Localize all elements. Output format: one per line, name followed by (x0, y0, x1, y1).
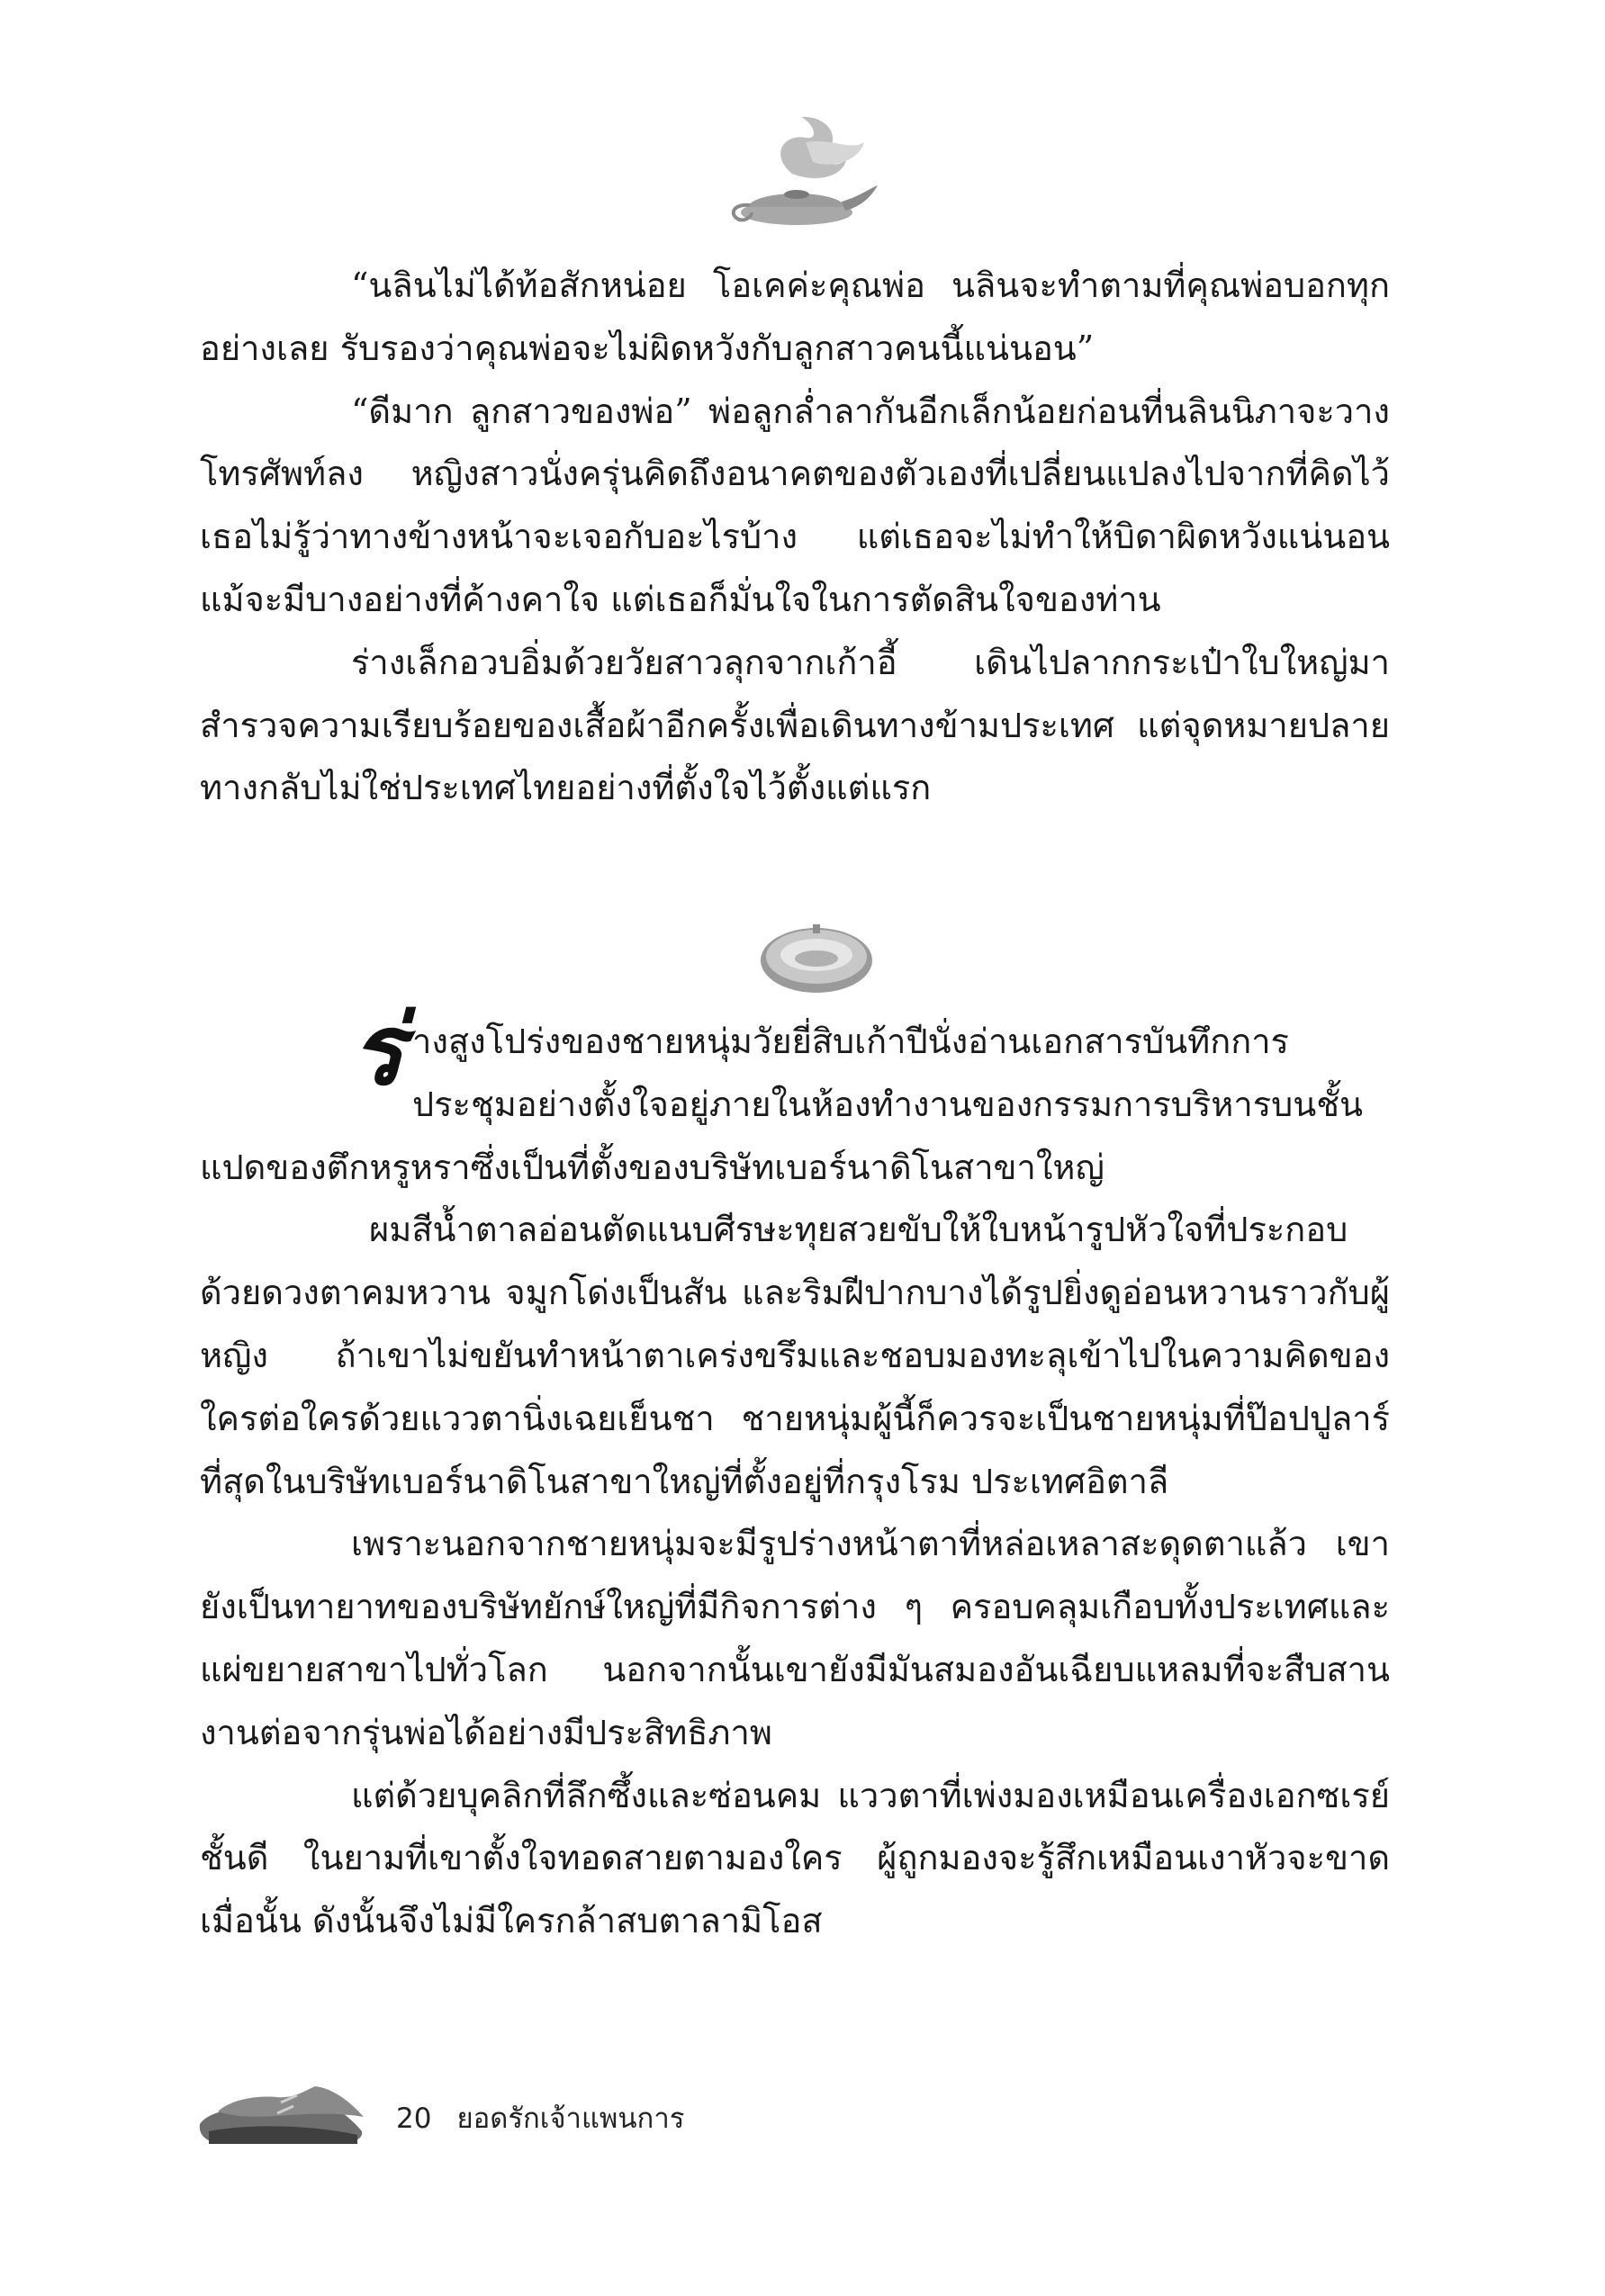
text-block-top (200, 255, 1390, 820)
paragraph: แต่ด้วยบุคลิกที่ลึกซึ้งและซ่อนคม แววตาที่เพ่งมองเหมือนเครื่องเอกซเรย์ชั้นดี ในยามที่เขาตั้งใจทอดสายตามองใคร ผู้ถูกมองจะรู้สึกเหมือนเงาหัวจะขาดเมื่อนั้น ดังนั้นจึงไม่มีใครกล้าสบตาลามิโอส (200, 1775, 1390, 1941)
book-title: ยอดรักเจ้าแพนการ (456, 2102, 685, 2135)
paragraph: “นลินไม่ได้ท้อสักหน่อย โอเคค่ะคุณพ่อ นลินจะทำตามที่คุณพ่อบอกทุกอย่างเลย รับรองว่าคุณพ่อจะไม่ผิดหวังกับลูกสาวคนนี้แน่นอน” (200, 266, 1390, 368)
text-block-bottom (200, 994, 1390, 1953)
paragraph: เพราะนอกจากชายหนุ่มจะมีรูปร่างหน้าตาที่หล่อเหลาสะดุดตาแล้ว เขายังเป็นทายาทของบริษัทยักษ์ใหญ่ที่มีกิจการต่าง ๆ ครอบคลุมเกือบทั้งประเทศและแผ่ขยายสาขาไปทั่วโลก นอกจากนั้นเขายังมีมันสมองอันเฉียบแหลมที่จะสืบสานงานต่อจากรุ่นพ่อได้อย่างมีประสิทธิภาพ (200, 1524, 1390, 1752)
paragraph-with-dropcap (200, 994, 1390, 1199)
paragraph-text: างสูงโปร่งของชายหนุ่มวัยยี่สิบเก้าปีนั่งอ่านเอกสารบันทึกการประชุมอย่างตั้งใจอยู่ภายในห้องทำงานของกรรมการบริหารบนชั้นแปดของตึกหรูหราซึ่งเป็นที่ตั้งของบริษัทเบอร์นาดิโนสาขาใหญ่ (200, 1022, 1363, 1187)
paragraph: ร่างเล็กอวบอิ่มด้วยวัยสาวลุกจากเก้าอี้ เดินไปลากกระเป๋าใบใหญ่มาสำรวจความเรียบร้อยของเสื้อผ้าอีกครั้งเพื่อเดินทางข้ามประเทศ แต่จุดหมายปลายทางกลับไม่ใช่ประเทศไทยอย่างที่ตั้งใจไว้ตั้งแต่แรก (200, 642, 1390, 808)
page-number: 20 (396, 2102, 432, 2135)
page-footer (396, 2095, 684, 2140)
paragraph: ผมสีน้ำตาลอ่อนตัดแนบศีรษะทุยสวยขับให้ใบหน้ารูปหัวใจที่ประกอบด้วยดวงตาคมหวาน จมูกโด่งเป็นสัน และริมฝีปากบางได้รูปยิ่งดูอ่อนหวานราวกับผู้หญิง ถ้าเขาไม่ขยันทำหน้าตาเคร่งขรึมและชอบมองทะลุเข้าไปในความคิดของใครต่อใครด้วยแววตานิ่งเฉยเย็นชา ชายหนุ่มผู้นี้ก็ควรจะเป็นชายหนุ่มที่ป๊อปปูลาร์ที่สุดในบริษัทเบอร์นาดิโนสาขาใหญ่ที่ตั้งอยู่ที่กรุงโรม ประเทศอิตาลี (200, 1210, 1390, 1501)
oval-brooch-ornament-icon (752, 914, 882, 1004)
paragraph: “ดีมาก ลูกสาวของพ่อ” พ่อลูกล่ำลากันอีกเล็กน้อยก่อนที่นลินนิภาจะวางโทรศัพท์ลง หญิงสาวนั่งครุ่นคิดถึงอนาคตของตัวเองที่เปลี่ยนแปลงไปจากที่คิดไว้ เธอไม่รู้ว่าทางข้างหน้าจะเจอกับอะไรบ้าง แต่เธอจะไม่ทำให้บิดาผิดหวังแน่นอน แม้จะมีบางอย่างที่ค้างคาใจ แต่เธอก็มั่นใจในการตัดสินใจของท่าน (200, 391, 1390, 619)
lamp-smoke-ornament-icon (707, 106, 896, 241)
drop-cap: ร่ (351, 994, 404, 1107)
dress-shoes-icon (191, 2061, 371, 2169)
